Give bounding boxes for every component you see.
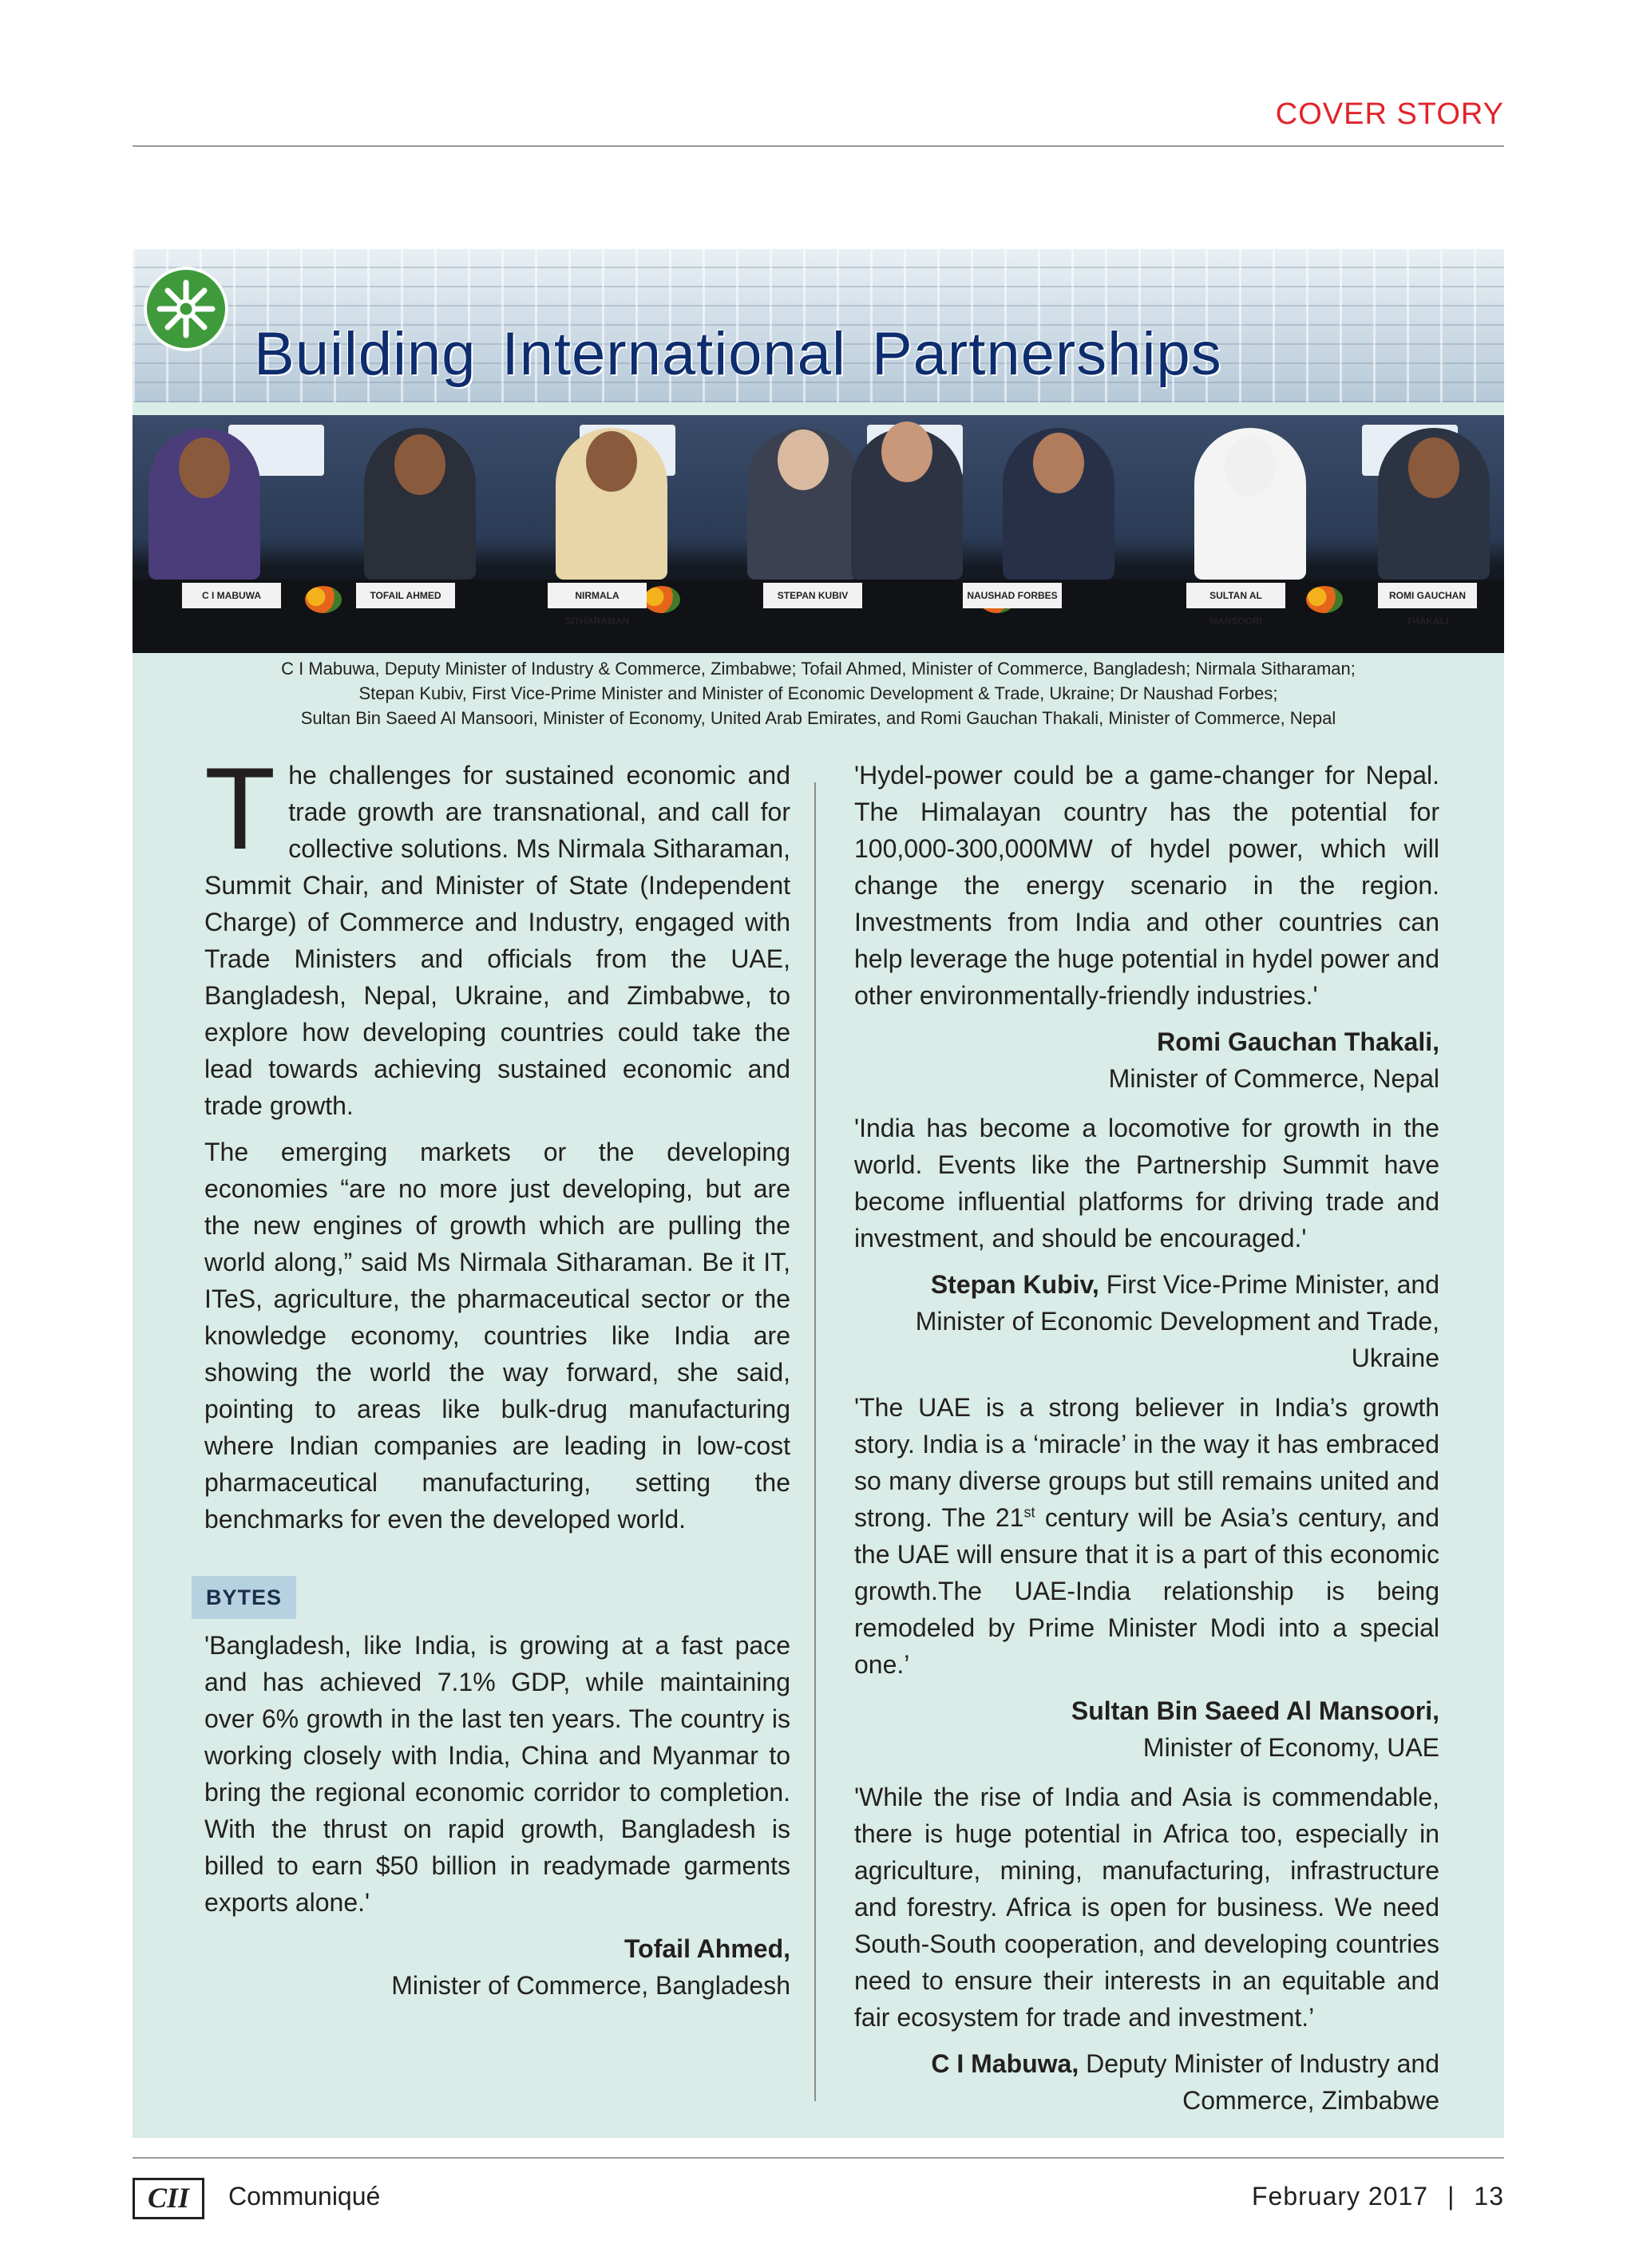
speaker-role: Minister of Commerce, Nepal bbox=[1108, 1064, 1439, 1093]
caption-line: Sultan Bin Saeed Al Mansoori, Minister of Economy, United Arab Emirates, and Romi Gauchan Thakali, Minister of Commerce, Nepal bbox=[300, 708, 1336, 728]
byte-attribution bbox=[854, 2045, 1439, 2119]
left-column bbox=[204, 743, 790, 2017]
right-column bbox=[854, 757, 1439, 2131]
drop-cap: T bbox=[204, 743, 276, 873]
panelist-head bbox=[1033, 433, 1084, 493]
panelist-head bbox=[778, 429, 829, 490]
issue-date: February 2017 bbox=[1251, 2182, 1429, 2211]
byte-quote bbox=[854, 1389, 1439, 1683]
ordinal-suffix: st bbox=[1023, 1504, 1035, 1521]
speaker-name: Romi Gauchan Thakali, bbox=[1157, 1027, 1439, 1056]
byte-quote: 'Bangladesh, like India, is growing at a fast pace and has achieved 7.1% GDP, while maintaining over 6% growth in the last ten years. The country is working closely with India, China and Myanmar to bring the regional economic corridor to completion. With the thrust on rapid growth, Bangladesh is billed to earn $50 billion in readymade garments exports alone.' bbox=[204, 1631, 790, 1917]
cii-emblem-icon bbox=[144, 267, 228, 351]
article-panel bbox=[133, 249, 1504, 2138]
flower-arrangement bbox=[643, 586, 680, 613]
byte-attribution bbox=[854, 1023, 1439, 1097]
speaker-role: Deputy Minister of Industry and Commerce, Zimbabwe bbox=[1086, 2049, 1439, 2115]
byte-quote: 'Hydel-power could be a game-changer for Nepal. The Himalayan country has the potential for 100,000-300,000MW of hydel power, which will change the energy scenario in the region. Investments from India and other countries can help leverage the huge potential in hydel power and other environmentally-friendly industries.' bbox=[854, 761, 1439, 1010]
byte-attribution bbox=[204, 1930, 790, 2004]
byte-quote: 'While the rise of India and Asia is commendable, there is huge potential in Africa too, especially in agriculture, mining, manufacturing, infrastructure and forestry. Africa is open for business. We need South-South cooperation, and developing countries need to ensure their interests in an equitable and fair ecosystem for trade and investment.’ bbox=[854, 1783, 1439, 2032]
panelist-head bbox=[394, 434, 445, 495]
section-label: COVER STORY bbox=[1275, 97, 1504, 131]
speaker-role: First Vice-Prime Minister, and Minister of Economic Development and Trade, Ukraine bbox=[915, 1270, 1439, 1372]
nameplate: ROMI GAUCHAN THAKALI bbox=[1378, 583, 1477, 608]
flower-arrangement bbox=[1306, 586, 1343, 613]
bytes-label: BYTES bbox=[192, 1576, 296, 1619]
column-divider bbox=[814, 782, 816, 2101]
caption-line: Stepan Kubiv, First Vice-Prime Minister and Minister of Economic Development & Trade, Ukraine; Dr Naushad Forbes; bbox=[358, 683, 1278, 703]
nameplate: NIRMALA SITHARAMAN bbox=[548, 583, 647, 608]
speaker-name: Stepan Kubiv, bbox=[930, 1270, 1099, 1299]
page-info bbox=[1252, 2182, 1504, 2211]
body-paragraph bbox=[204, 743, 790, 1124]
panel-photo bbox=[133, 415, 1504, 653]
nameplate: TOFAIL AHMED bbox=[356, 583, 455, 608]
panelist-head bbox=[179, 437, 230, 498]
nameplate: NAUSHAD FORBES bbox=[963, 583, 1062, 608]
article-title: Building International Partnerships bbox=[254, 320, 1222, 388]
nameplate: STEPAN KUBIV bbox=[763, 583, 862, 608]
page-number: 13 bbox=[1474, 2182, 1504, 2211]
speaker-role: Minister of Commerce, Bangladesh bbox=[391, 1971, 790, 2000]
nameplate: C I MABUWA bbox=[182, 583, 281, 608]
panelist-head bbox=[881, 422, 932, 482]
panelist-head bbox=[1225, 436, 1276, 497]
byte-quote: 'India has become a locomotive for growth in the world. Events like the Partnership Summit have become influential platforms for driving trade and investment, and should be encouraged.' bbox=[854, 1114, 1439, 1253]
speaker-name: Tofail Ahmed, bbox=[624, 1934, 790, 1963]
byte-attribution bbox=[854, 1266, 1439, 1376]
photo-caption bbox=[133, 656, 1504, 730]
body-paragraph: The emerging markets or the developing economies “are no more just developing, but are the new engines of growth which are pulling the world along,” said Ms Nirmala Sitharaman. Be it IT, ITeS, agriculture, the pharmaceutical sector or the knowledge economy, countries like India are showing the world the way forward, she said, pointing to areas like bulk-drug manufacturing where Indian companies are leading in low-cost pharmaceutical manufacturing, setting the benchmarks for even the developed world. bbox=[204, 1138, 790, 1534]
byte-attribution bbox=[854, 1692, 1439, 1766]
panelist-head bbox=[586, 431, 637, 492]
header-rule bbox=[133, 145, 1504, 147]
publication-name: Communiqué bbox=[228, 2182, 381, 2211]
nameplate: SULTAN AL MANSOORI bbox=[1186, 583, 1285, 608]
paragraph-text: he challenges for sustained economic and trade growth are transnational, and call for collective solutions. Ms Nirmala Sitharaman, Summit Chair, and Minister of State (Independent Charge) of Commerce and Industry, engaged with Trade Ministers and officials from the UAE, Bangladesh, Nepal, Ukraine, and Zimbabwe, to explore how developing countries could take the lead towards achieving sustained economic and trade growth. bbox=[204, 761, 790, 1120]
speaker-role: Minister of Economy, UAE bbox=[1142, 1733, 1439, 1762]
speaker-name: C I Mabuwa, bbox=[931, 2049, 1079, 2078]
quote-text: 'The UAE is a strong believer in India’s growth story. India is a ‘miracle’ in the way it has embraced so many diverse groups but still remains united and strong. The 21 bbox=[854, 1393, 1439, 1532]
quote-text: century will be Asia’s century, and the UAE will ensure that it is a part of this economic growth.The UAE-India relationship is being remodeled by Prime Minister Modi into a special one.’ bbox=[854, 1503, 1440, 1679]
footer-separator: | bbox=[1447, 2182, 1455, 2211]
panelist-head bbox=[1408, 437, 1459, 498]
footer-rule bbox=[133, 2157, 1504, 2159]
title-banner bbox=[133, 249, 1504, 402]
caption-line: C I Mabuwa, Deputy Minister of Industry & Commerce, Zimbabwe; Tofail Ahmed, Minister of Commerce, Bangladesh; Nirmala Sitharaman; bbox=[281, 659, 1356, 679]
cii-logo: CII bbox=[133, 2178, 204, 2219]
speaker-name: Sultan Bin Saeed Al Mansoori, bbox=[1071, 1696, 1439, 1725]
flower-arrangement bbox=[305, 586, 342, 613]
